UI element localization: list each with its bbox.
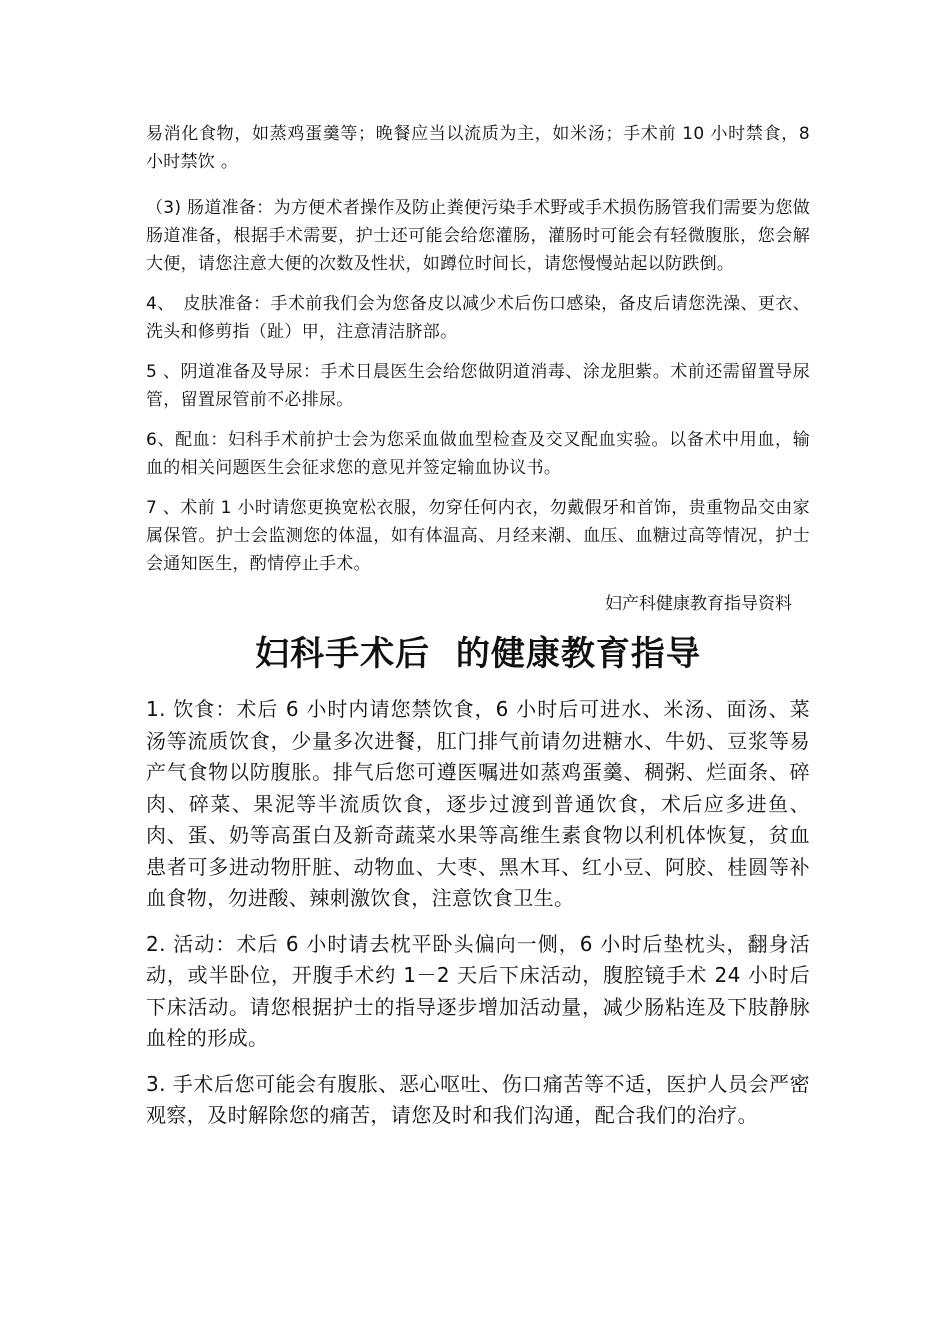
pre-op-one-hour: 7 、术前 1 小时请您更换宽松衣服，勿穿任何内衣，勿戴假牙和首饰，贵重物品交由家属保管。护士会监测您的体温，如有体温高、月经来潮、血压、血糖过高等情况，护士会通知医生，酌情停止手术。 xyxy=(146,498,810,574)
document-page xyxy=(146,120,810,1146)
pre-op-bowel-prep: （3) 肠道准备：为方便术者操作及防止粪便污染手术野或手术损伤肠管我们需要为您做肠道准备，根据手术需要，护士还可能会给您灌肠，灌肠时可能会有轻微腹胀，您会解大便，请您注意大便的次数及性状，如蹲位时间长，请您慢慢站起以防跌倒。 xyxy=(146,198,810,274)
post-op-activity: 2. 活动：术后 6 小时请去枕平卧头偏向一侧，6 小时后垫枕头，翻身活动，或半卧位，开腹手术约 1－2 天后下床活动，腹腔镜手术 24 小时后下床活动。请您根据护士的指导逐步增加活动量，减少肠粘连及下肢静脉血栓的形成。 xyxy=(146,931,810,1050)
pre-op-vaginal-prep: 5 、阴道准备及导尿：手术日晨医生会给您做阴道消毒、涂龙胆紫。术前还需留置导尿管，留置尿管前不必排尿。 xyxy=(146,362,810,410)
pre-op-diet-continuation: 易消化食物，如蒸鸡蛋羹等；晚餐应当以流质为主，如米汤；手术前 10 小时禁食，8 小时禁饮 。 xyxy=(146,124,810,172)
post-op-discomfort: 3. 手术后您可能会有腹胀、恶心呕吐、伤口痛苦等不适，医护人员会严密观察，及时解除您的痛苦，请您及时和我们沟通，配合我们的治疗。 xyxy=(146,1071,810,1127)
page-title: 妇科手术后 的健康教育指导 xyxy=(255,634,701,674)
post-op-diet: 1. 饮食：术后 6 小时内请您禁饮食，6 小时后可进水、米汤、面汤、菜汤等流质饮食，少量多次进餐，肛门排气前请勿进糖水、牛奶、豆浆等易产气食物以防腹胀。排气后您可遵医嘱进如蒸鸡蛋羹、稠粥、烂面条、碎肉、碎菜、果泥等半流质饮食，逐步过渡到普通饮食，术后应多进鱼、肉、蛋、奶等高蛋白及新奇蔬菜水果等高维生素食物以利机体恢复，贫血患者可多进动物肝脏、动物血、大枣、黑木耳、红小豆、阿胶、桂圆等补血食物，勿进酸、辣刺激饮食，注意饮食卫生。 xyxy=(146,697,810,910)
source-note: 妇产科健康教育指导资料 xyxy=(605,594,792,614)
pre-op-blood-match: 6、配血：妇科手术前护士会为您采血做血型检查及交叉配血实验。以备术中用血，输血的相关问题医生会征求您的意见并签定输血协议书。 xyxy=(146,430,810,478)
pre-op-skin-prep: 4、 皮肤准备：手术前我们会为您备皮以减少术后伤口感染，备皮后请您洗澡、更衣、洗头和修剪指（趾）甲，注意清洁脐部。 xyxy=(146,294,810,342)
